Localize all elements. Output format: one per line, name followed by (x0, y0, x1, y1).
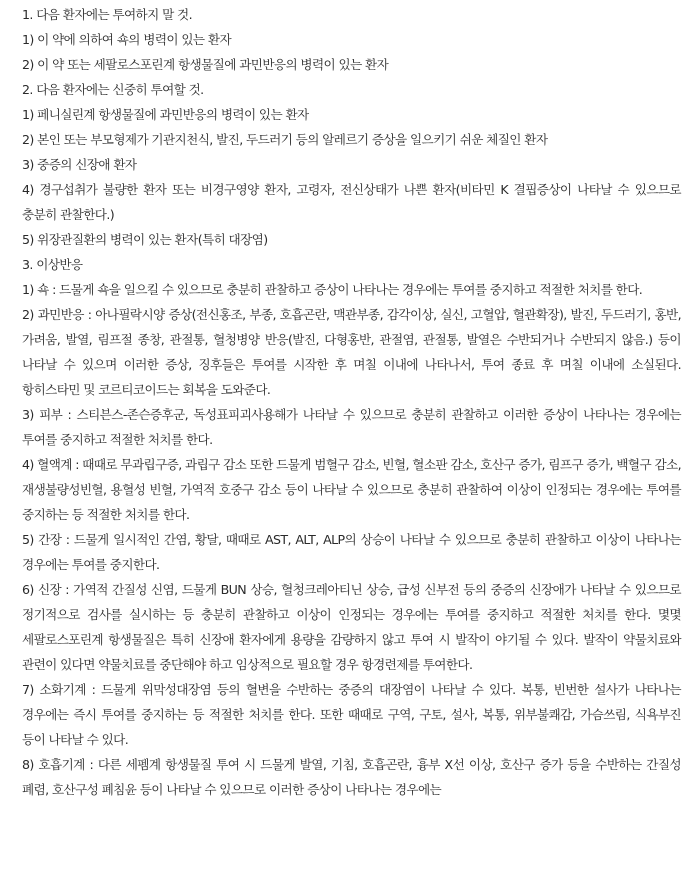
caution-item-2: 2) 본인 또는 부모형제가 기관지천식, 발진, 두드러기 등의 알레르기 증상을 일으키기 쉬운 체질인 환자 (22, 132, 548, 147)
adverse-item-digestive: 7) 소화기계 : 드물게 위막성대장염 등의 혈변을 수반하는 중증의 대장염이 나타날 수 있다. 복통, 빈번한 설사가 나타나는 경우에는 즉시 투여를 중지하는 등 적절한 처치를 한다. 또한 때때로 구역, 구토, 설사, 복통, 위부불쾌감, 가슴쓰림, 식욕부진 등이 나타날 수 있다. (22, 682, 681, 747)
caution-item-1: 1) 페니실린계 항생물질에 과민반응의 병력이 있는 환자 (22, 107, 309, 122)
adverse-item-shock: 1) 쇽 : 드물게 쇽을 일으킬 수 있으므로 충분히 관찰하고 증상이 나타나는 경우에는 투여를 중지하고 적절한 처치를 한다. (22, 282, 643, 297)
caution-item-5: 5) 위장관질환의 병력이 있는 환자(특히 대장염) (22, 232, 268, 247)
section-heading-contraindications: 1. 다음 환자에는 투여하지 말 것. (22, 7, 193, 22)
adverse-item-blood: 4) 혈액계 : 때때로 무과립구증, 과립구 감소 또한 드물게 범혈구 감소, 빈혈, 혈소판 감소, 호산구 증가, 림프구 증가, 백혈구 감소, 재생불량성빈혈, 용혈성 빈혈, 가역적 호중구 감소 등이 나타날 수 있으므로 충분히 관찰하여 이상이 인정되는 경우에는 투여를 중지하는 등 적절한 처치를 한다. (22, 457, 681, 522)
caution-item-3: 3) 중증의 신장애 환자 (22, 157, 137, 172)
contraindication-item-1: 1) 이 약에 의하여 쇽의 병력이 있는 환자 (22, 32, 232, 47)
adverse-item-respiratory: 8) 호흡기계 : 다른 세펨계 항생물질 투여 시 드물게 발열, 기침, 호흡곤란, 흉부 X선 이상, 호산구 증가 등을 수반하는 간질성 폐렴, 호산구성 폐침윤 등이 나타날 수 있으므로 이러한 증상이 나타나는 경우에는 (22, 757, 681, 797)
section-heading-caution: 2. 다음 환자에는 신중히 투여할 것. (22, 82, 204, 97)
adverse-item-hypersensitivity: 2) 과민반응 : 아나필락시양 증상(전신홍조, 부종, 호흡곤란, 맥관부종, 감각이상, 실신, 고혈압, 혈관확장), 발진, 두드러기, 홍반, 가려움, 발열, 림프절 종창, 관절통, 혈청병양 반응(발진, 다형홍반, 관절염, 관절통, 발열은 수반되거나 수반되지 않음.) 등이 나타날 수 있으며 이러한 증상, 징후들은 투여를 시작한 후 며칠 이내에 나타나서, 투여 종료 후 며칠 이내에 소실된다. 항히스타민 및 코르티코이드는 회복을 도와준다. (22, 307, 681, 397)
section-heading-adverse-reactions: 3. 이상반응 (22, 257, 83, 272)
adverse-item-skin: 3) 피부 : 스티븐스-존슨증후군, 독성표피괴사용해가 나타날 수 있으므로 충분히 관찰하고 이러한 증상이 나타나는 경우에는 투여를 중지하고 적절한 처치를 한다. (22, 407, 681, 447)
adverse-item-kidney: 6) 신장 : 가역적 간질성 신염, 드물게 BUN 상승, 혈청크레아티닌 상승, 급성 신부전 등의 중증의 신장애가 나타날 수 있으므로 정기적으로 검사를 실시하는 등 충분히 관찰하고 이상이 인정되는 경우에는 투여를 중지하고 적절한 처치를 한다. 몇몇 세팔로스포린계 항생물질은 특히 신장애 환자에게 용량을 감량하지 않고 투여 시 발작이 야기될 수 있다. 발작이 약물치료와 관련이 있다면 약물치료를 중단해야 하고 임상적으로 필요할 경우 항경련제를 투여한다. (22, 582, 681, 672)
caution-item-4: 4) 경구섭취가 불량한 환자 또는 비경구영양 환자, 고령자, 전신상태가 나쁜 환자(비타민 K 결핍증상이 나타날 수 있으므로 충분히 관찰한다.) (22, 182, 681, 222)
contraindication-item-2: 2) 이 약 또는 세팔로스포린계 항생물질에 과민반응의 병력이 있는 환자 (22, 57, 389, 72)
adverse-item-liver: 5) 간장 : 드물게 일시적인 간염, 황달, 때때로 AST, ALT, ALP의 상승이 나타날 수 있으므로 충분히 관찰하고 이상이 나타나는 경우에는 투여를 중지한다. (22, 532, 681, 572)
